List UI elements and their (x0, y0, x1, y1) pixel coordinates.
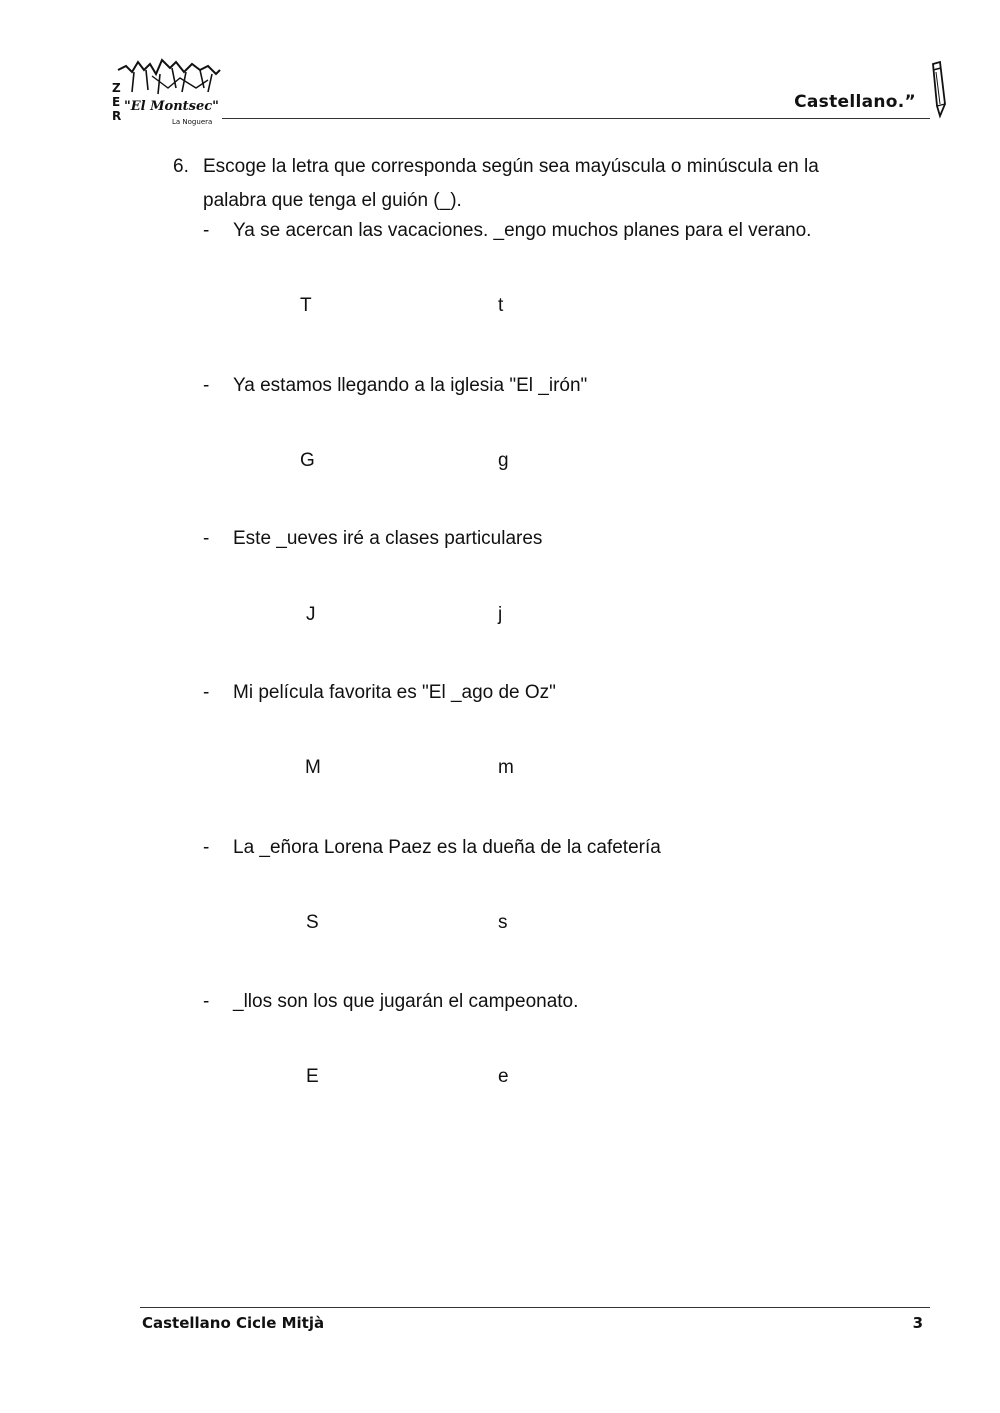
header-title: Castellano.” (794, 92, 916, 112)
item-1-option-upper[interactable]: T (300, 295, 312, 316)
question-text: Escoge la letra que corresponda según sea mayúscula o minúscula en la (203, 156, 819, 177)
item-6-text (203, 991, 578, 1013)
logo-vertical-r: R (112, 109, 122, 123)
item-5-text (203, 837, 661, 859)
item-dash: - (203, 528, 210, 549)
item-3-option-upper[interactable]: J (306, 604, 316, 625)
item-4-option-upper[interactable]: M (305, 757, 321, 778)
item-dash: - (203, 991, 210, 1012)
school-logo (112, 58, 227, 128)
item-5-option-upper[interactable]: S (306, 912, 319, 933)
item-6-option-lower[interactable]: e (498, 1066, 509, 1087)
item-2-option-upper[interactable]: G (300, 450, 315, 471)
pencil-icon (928, 60, 948, 120)
header-divider (222, 118, 930, 119)
footer-course-name: Castellano Cicle Mitjà (142, 1314, 325, 1332)
item-dash: - (203, 375, 210, 396)
item-5-option-lower[interactable]: s (498, 912, 508, 933)
item-6-option-upper[interactable]: E (306, 1066, 319, 1087)
item-sentence: Ya se acercan las vacaciones. _engo muchos planes para el verano. (233, 220, 812, 241)
item-sentence: Ya estamos llegando a la iglesia "El _irón" (233, 375, 588, 396)
item-sentence: La _eñora Lorena Paez es la dueña de la cafetería (233, 837, 661, 858)
question-line-2: palabra que tenga el guión (_). (203, 190, 462, 211)
question-6 (173, 150, 819, 218)
logo-vertical-z: Z (112, 81, 121, 95)
item-1-option-lower[interactable]: t (498, 295, 504, 316)
item-2-text (203, 375, 587, 397)
item-dash: - (203, 682, 210, 703)
item-sentence: Mi película favorita es "El _ago de Oz" (233, 682, 556, 703)
question-line-1 (173, 150, 819, 184)
item-3-option-lower[interactable]: j (498, 604, 503, 625)
item-1-text (203, 220, 811, 242)
question-number: 6. (173, 156, 189, 177)
logo-vertical-e: E (112, 95, 121, 109)
footer-divider (140, 1307, 930, 1308)
item-dash: - (203, 837, 210, 858)
item-4-text (203, 682, 556, 704)
item-sentence: Este _ueves iré a clases particulares (233, 528, 543, 549)
mountain-logo-icon (112, 58, 227, 128)
item-4-option-lower[interactable]: m (498, 757, 514, 778)
item-2-option-lower[interactable]: g (498, 450, 509, 471)
logo-name: "El Montsec" (124, 99, 219, 114)
item-dash: - (203, 220, 210, 241)
item-3-text (203, 528, 542, 550)
page-number: 3 (912, 1314, 923, 1332)
item-sentence: _llos son los que jugarán el campeonato. (233, 991, 579, 1012)
logo-subtitle: La Noguera (172, 118, 213, 126)
